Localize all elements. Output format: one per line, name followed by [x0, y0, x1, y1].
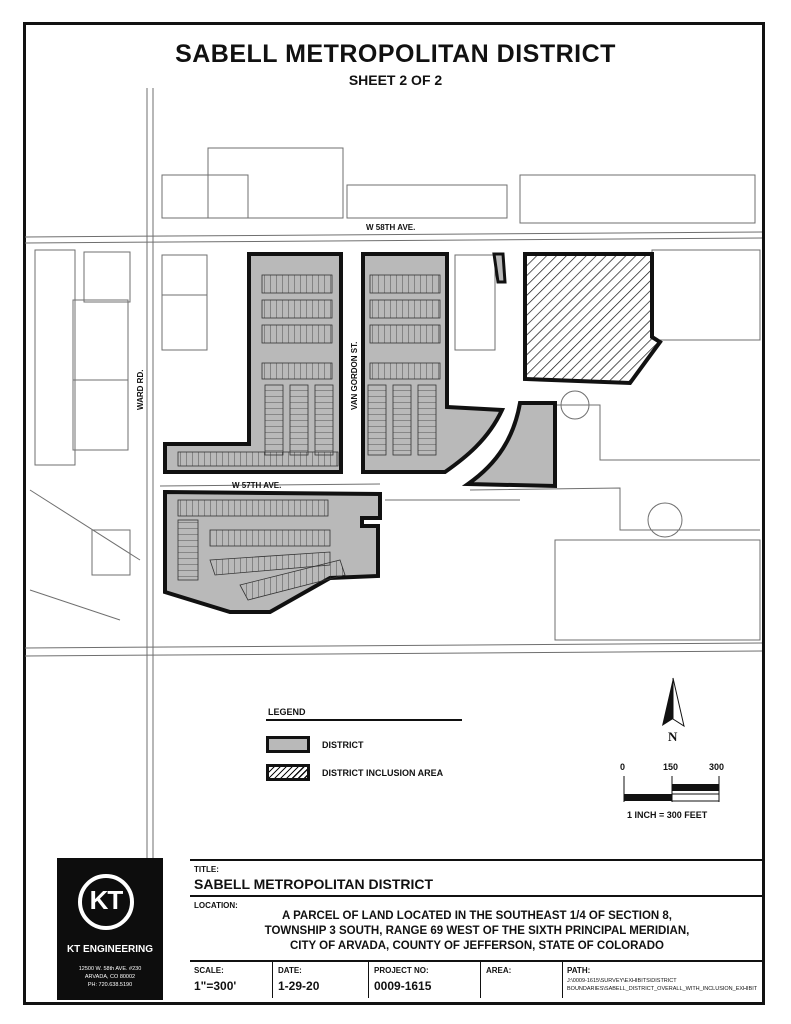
- date-label: DATE:: [278, 966, 302, 975]
- scale-tick-0: 0: [620, 762, 626, 772]
- legend-divider: [266, 719, 462, 721]
- title-label: TITLE:: [194, 865, 219, 874]
- north-arrow-icon: [662, 678, 684, 744]
- project-label: PROJECT NO:: [374, 966, 429, 975]
- location-line: CITY OF ARVADA, COUNTY OF JEFFERSON, STATE OF COLORADO: [290, 940, 664, 952]
- title-block-rule: [190, 895, 762, 897]
- street-label-ward: WARD RD.: [136, 369, 145, 410]
- company-address-line: ARVADA, CO 80002: [84, 974, 136, 980]
- legend-label-district: DISTRICT: [322, 740, 364, 750]
- logo-letters: KT: [89, 885, 123, 915]
- location-line: A PARCEL OF LAND LOCATED IN THE SOUTHEAST 1/4 OF SECTION 8,: [282, 910, 672, 922]
- title-value: SABELL METROPOLITAN DISTRICT: [194, 876, 434, 892]
- path-label: PATH:: [567, 966, 591, 975]
- scale-text: 1 INCH = 300 FEET: [627, 810, 708, 820]
- legend-title: LEGEND: [268, 707, 306, 717]
- title-block-divider: [272, 962, 273, 998]
- company-name: KT ENGINEERING: [66, 944, 154, 955]
- scale-label: SCALE:: [194, 966, 224, 975]
- path-line: J:\0009-1615\SURVEY\EXHIBITS\DISTRICT: [567, 978, 677, 984]
- legend-label-inclusion: DISTRICT INCLUSION AREA: [322, 768, 444, 778]
- project-value: 0009-1615: [374, 979, 432, 993]
- map-title: SABELL METROPOLITAN DISTRICT: [175, 40, 616, 68]
- legend-swatch-district: [266, 736, 310, 753]
- path-line: BOUNDARIES\SABELL_DISTRICT_OVERALL_WITH_INCLUSION_EXHIBIT: [567, 986, 758, 992]
- north-label: N: [668, 729, 678, 744]
- title-block-divider: [480, 962, 481, 998]
- title-block-divider: [368, 962, 369, 998]
- location-line: TOWNSHIP 3 SOUTH, RANGE 69 WEST OF THE SIXTH PRINCIPAL MERIDIAN,: [264, 925, 690, 937]
- title-block-rule: [190, 859, 762, 861]
- district-parcel-sliver: [494, 254, 505, 282]
- title-block-divider: [562, 962, 563, 998]
- company-address-line: 12500 W. 58th AVE. #230: [78, 966, 142, 972]
- scale-value: 1"=300': [194, 979, 237, 993]
- area-label: AREA:: [486, 966, 512, 975]
- street-label-w57th: W 57TH AVE.: [232, 481, 282, 490]
- street-label-van-gordon: VAN GORDON ST.: [350, 341, 359, 410]
- location-label: LOCATION:: [194, 901, 238, 910]
- street-label-w58th: W 58TH AVE.: [366, 223, 416, 232]
- scale-tick-150: 150: [663, 762, 679, 772]
- title-block-rule: [190, 960, 762, 962]
- district-area: [165, 254, 555, 612]
- inclusion-area: [525, 254, 660, 383]
- legend-swatch-inclusion: [266, 764, 310, 781]
- kt-engineering-logo: [57, 858, 163, 1000]
- scale-bar: [624, 776, 719, 802]
- company-address-line: PH: 720.638.5190: [87, 982, 133, 988]
- date-value: 1-29-20: [278, 979, 320, 993]
- scale-tick-300: 300: [709, 762, 725, 772]
- sheet-number: SHEET 2 OF 2: [348, 72, 443, 88]
